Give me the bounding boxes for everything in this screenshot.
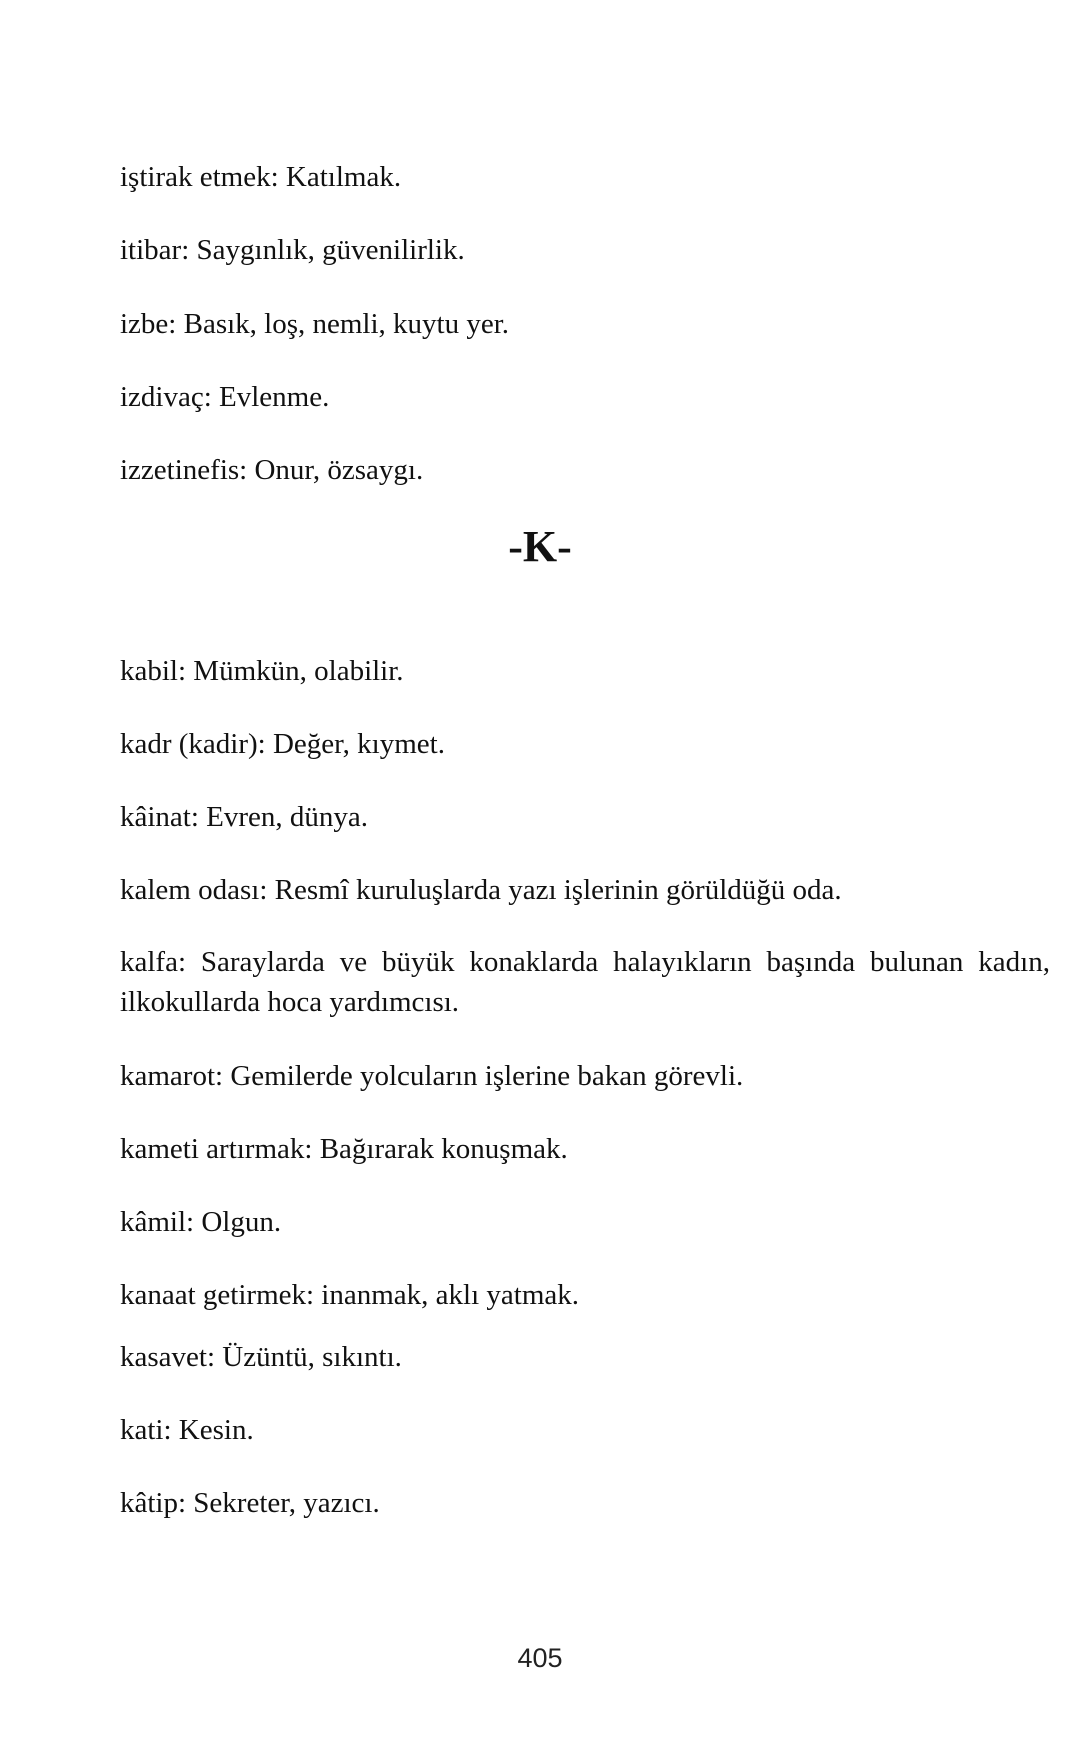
glossary-entry: kâtip: Sekreter, yazıcı.	[120, 1487, 380, 1519]
glossary-entry: izzetinefis: Onur, özsaygı.	[120, 454, 424, 486]
glossary-entry: iştirak etmek: Katılmak.	[120, 161, 402, 193]
glossary-entry: kanaat getirmek: inanmak, aklı yatmak.	[120, 1279, 580, 1311]
glossary-entry: itibar: Saygınlık, güvenilirlik.	[120, 234, 465, 266]
glossary-entry: kamarot: Gemilerde yolcuların işlerine bakan görevli.	[120, 1060, 744, 1092]
glossary-entry: izbe: Basık, loş, nemli, kuytu yer.	[120, 308, 510, 340]
glossary-entry: kabil: Mümkün, olabilir.	[120, 655, 404, 687]
glossary-entry: kasavet: Üzüntü, sıkıntı.	[120, 1341, 402, 1373]
glossary-entry: izdivaç: Evlenme.	[120, 381, 330, 413]
glossary-entry: kâmil: Olgun.	[120, 1206, 282, 1238]
section-heading: -K-	[508, 522, 572, 571]
glossary-entry: kâinat: Evren, dünya.	[120, 801, 369, 833]
glossary-entry: kalfa: Saraylarda ve büyük konaklarda halayıkların başında bulunan kadın, ilkokullarda hoca yardımcısı.	[120, 946, 1050, 1018]
glossary-entry: kalem odası: Resmî kuruluşlarda yazı işlerinin görüldüğü oda.	[120, 874, 842, 906]
glossary-entry: kati: Kesin.	[120, 1414, 254, 1446]
page-number: 405	[517, 1643, 563, 1673]
glossary-entry: kameti artırmak: Bağırarak konuşmak.	[120, 1133, 568, 1165]
glossary-entry: kadr (kadir): Değer, kıymet.	[120, 728, 445, 760]
